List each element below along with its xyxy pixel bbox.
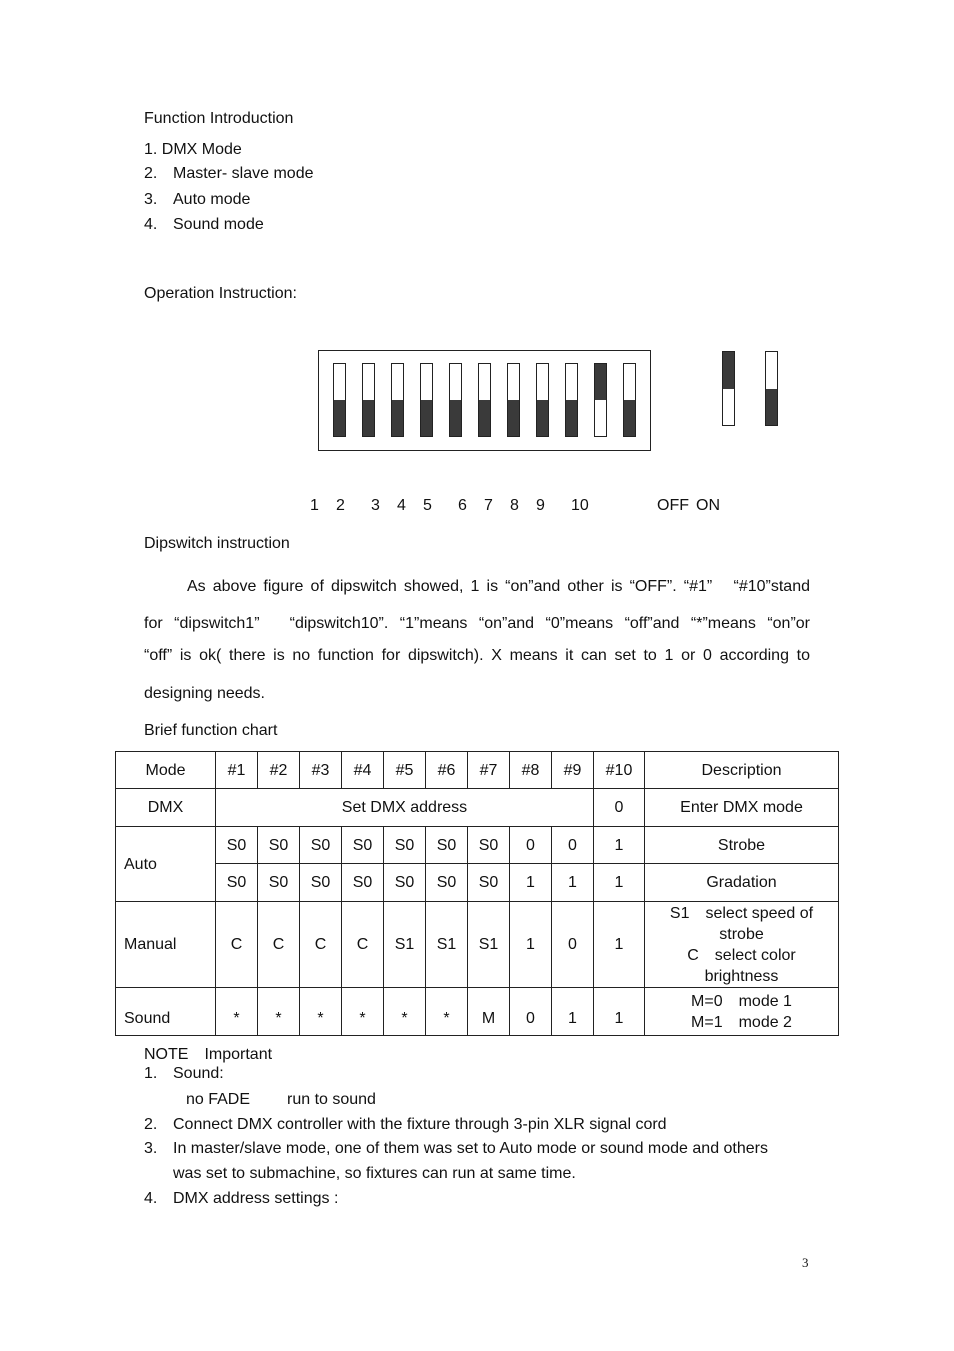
table-cell: C <box>300 902 342 988</box>
header-2: #2 <box>258 752 300 789</box>
function-intro-title: Function Introduction <box>144 110 294 127</box>
dip-number-7: 7 <box>484 497 493 514</box>
sound-mode: Sound <box>116 988 216 1036</box>
table-cell: 0 <box>552 827 594 864</box>
table-cell: S0 <box>384 827 426 864</box>
sound-desc-line-1: M=0 mode 1 <box>691 992 792 1010</box>
header-description: Description <box>645 752 839 789</box>
header-mode: Mode <box>116 752 216 789</box>
table-cell: * <box>300 988 342 1036</box>
header-9: #9 <box>552 752 594 789</box>
table-cell: C <box>216 902 258 988</box>
table-cell: S0 <box>216 864 258 902</box>
dip-number-10: 10 <box>571 497 589 514</box>
table-cell: S0 <box>426 827 468 864</box>
table-cell: 1 <box>552 988 594 1036</box>
header-4: #4 <box>342 752 384 789</box>
table-cell: * <box>384 988 426 1036</box>
table-cell: 0 <box>510 988 552 1036</box>
table-cell: S0 <box>384 864 426 902</box>
sound-sub-b: run to sound <box>287 1091 376 1108</box>
table-cell: M <box>468 988 510 1036</box>
table-cell: S0 <box>468 864 510 902</box>
note-item-3-cont: was set to submachine, so fixtures can run at same time. <box>173 1165 576 1182</box>
legend-off-switch <box>722 351 735 426</box>
manual-desc-line-1: S1 select speed of <box>669 904 814 922</box>
table-cell: S0 <box>468 827 510 864</box>
manual-desc <box>645 902 839 988</box>
gradation-desc: Gradation <box>645 864 839 902</box>
dip-number-9: 9 <box>536 497 545 514</box>
table-cell: S0 <box>258 864 300 902</box>
table-cell: C <box>342 902 384 988</box>
note-item-2-num: 2. <box>144 1116 158 1133</box>
table-cell: S0 <box>258 827 300 864</box>
instruction-line-3: “off” is ok( there is no function for dipswitch). X means it can set to 1 or 0 according to <box>144 647 810 664</box>
dmx-desc: Enter DMX mode <box>645 789 839 827</box>
note-item-3-num: 3. <box>144 1140 158 1157</box>
intro-item-1-text: DMX Mode <box>161 141 242 158</box>
legend-off-label: OFF <box>657 497 689 514</box>
intro-item-4-text: Sound mode <box>173 216 264 233</box>
note-item-4-num: 4. <box>144 1190 158 1207</box>
dipswitch-7 <box>507 363 520 437</box>
note-item-3 <box>144 1140 768 1158</box>
dipswitch-3 <box>391 363 404 437</box>
dip-number-6: 6 <box>458 497 467 514</box>
table-cell: S1 <box>384 902 426 988</box>
note-title: NOTE Important <box>144 1046 273 1063</box>
dip-number-5: 5 <box>423 497 432 514</box>
table-cell: 1 <box>552 864 594 902</box>
table-cell: S1 <box>468 902 510 988</box>
header-1: #1 <box>216 752 258 789</box>
manual-desc-line-4: brightness <box>704 967 779 985</box>
table-cell: S0 <box>342 864 384 902</box>
legend-on-switch <box>765 351 778 426</box>
dip-number-1: 1 <box>310 497 319 514</box>
intro-item-3-text: Auto mode <box>173 191 251 208</box>
function-chart <box>115 751 839 1036</box>
table-cell: S0 <box>342 827 384 864</box>
manual-mode: Manual <box>116 902 216 988</box>
legend-on-label: ON <box>696 497 720 514</box>
intro-item-1 <box>144 141 242 159</box>
table-cell: * <box>342 988 384 1036</box>
dmx-address-cell: Set DMX address <box>216 789 594 827</box>
note-item-3-text: In master/slave mode, one of them was set to Auto mode or sound mode and others <box>173 1140 768 1157</box>
operation-title: Operation Instruction: <box>144 285 297 302</box>
table-cell: 1 <box>510 864 552 902</box>
note-item-4-text: DMX address settings : <box>173 1190 339 1207</box>
table-cell: 1 <box>594 988 645 1036</box>
intro-item-4 <box>144 216 264 234</box>
table-cell: 0 <box>552 902 594 988</box>
intro-item-2-text: Master- slave mode <box>173 165 314 182</box>
intro-item-2 <box>144 165 314 183</box>
dipswitch-instruction-title: Dipswitch instruction <box>144 535 290 552</box>
header-5: #5 <box>384 752 426 789</box>
table-cell: S0 <box>300 864 342 902</box>
note-item-1-num: 1. <box>144 1065 158 1082</box>
header-8: #8 <box>510 752 552 789</box>
table-cell: S1 <box>426 902 468 988</box>
note-item-2-text: Connect DMX controller with the fixture through 3-pin XLR signal cord <box>173 1116 667 1133</box>
manual-desc-line-2: strobe <box>719 925 764 943</box>
auto-mode: Auto <box>116 827 216 902</box>
table-cell: S0 <box>426 864 468 902</box>
header-7: #7 <box>468 752 510 789</box>
table-cell: 0 <box>510 827 552 864</box>
intro-item-3-num: 3. <box>144 191 158 208</box>
chart-title: Brief function chart <box>144 722 278 739</box>
dip-number-8: 8 <box>510 497 519 514</box>
table-cell: * <box>216 988 258 1036</box>
header-10: #10 <box>594 752 645 789</box>
sound-sub-a: no FADE <box>186 1091 251 1108</box>
dip-number-4: 4 <box>397 497 406 514</box>
sound-desc-line-2: M=1 mode 2 <box>691 1013 792 1031</box>
intro-item-4-num: 4. <box>144 216 158 233</box>
dipswitch-4 <box>420 363 433 437</box>
table-cell: * <box>258 988 300 1036</box>
note-item-1-text: Sound: <box>173 1065 224 1082</box>
note-item-1 <box>144 1065 224 1083</box>
note-item-2 <box>144 1116 667 1134</box>
sound-row <box>116 988 839 1036</box>
instruction-line-2: for “dipswitch1” “dipswitch10”. “1”means “on”and “0”means “off”and “*”means “on”or <box>144 615 811 632</box>
auto-gradation-row <box>116 864 839 902</box>
auto-strobe-row <box>116 827 839 864</box>
dipswitch-figure <box>318 350 651 451</box>
dipswitch-8 <box>536 363 549 437</box>
dipswitch-11 <box>623 363 636 437</box>
chart-header-row <box>116 752 839 789</box>
dmx-mode: DMX <box>116 789 216 827</box>
note-item-4 <box>144 1190 339 1208</box>
table-cell: 1 <box>594 827 645 864</box>
intro-item-1-num: 1. <box>144 141 158 158</box>
intro-item-2-num: 2. <box>144 165 158 182</box>
strobe-desc: Strobe <box>645 827 839 864</box>
dmx-row <box>116 789 839 827</box>
page-number: 3 <box>802 1255 809 1270</box>
dipswitch-2 <box>362 363 375 437</box>
table-cell: 1 <box>594 902 645 988</box>
manual-desc-line-3: C select color <box>687 946 796 964</box>
dmx-d10: 0 <box>594 789 645 827</box>
instruction-line-4: designing needs. <box>144 685 265 702</box>
dipswitch-10 <box>594 363 607 437</box>
table-cell: * <box>426 988 468 1036</box>
dipswitch-1 <box>333 363 346 437</box>
header-3: #3 <box>300 752 342 789</box>
dipswitch-6 <box>478 363 491 437</box>
manual-row <box>116 902 839 988</box>
table-cell: 1 <box>594 864 645 902</box>
table-cell: C <box>258 902 300 988</box>
dip-number-2: 2 <box>336 497 345 514</box>
table-cell: 1 <box>510 902 552 988</box>
intro-item-3 <box>144 191 251 209</box>
dip-number-3: 3 <box>371 497 380 514</box>
table-cell: S0 <box>300 827 342 864</box>
dipswitch-5 <box>449 363 462 437</box>
instruction-line-1: As above figure of dipswitch showed, 1 is “on”and other is “OFF”. “#1” “#10”stand <box>187 578 810 595</box>
header-6: #6 <box>426 752 468 789</box>
sound-desc <box>645 988 839 1036</box>
dipswitch-9 <box>565 363 578 437</box>
table-cell: S0 <box>216 827 258 864</box>
